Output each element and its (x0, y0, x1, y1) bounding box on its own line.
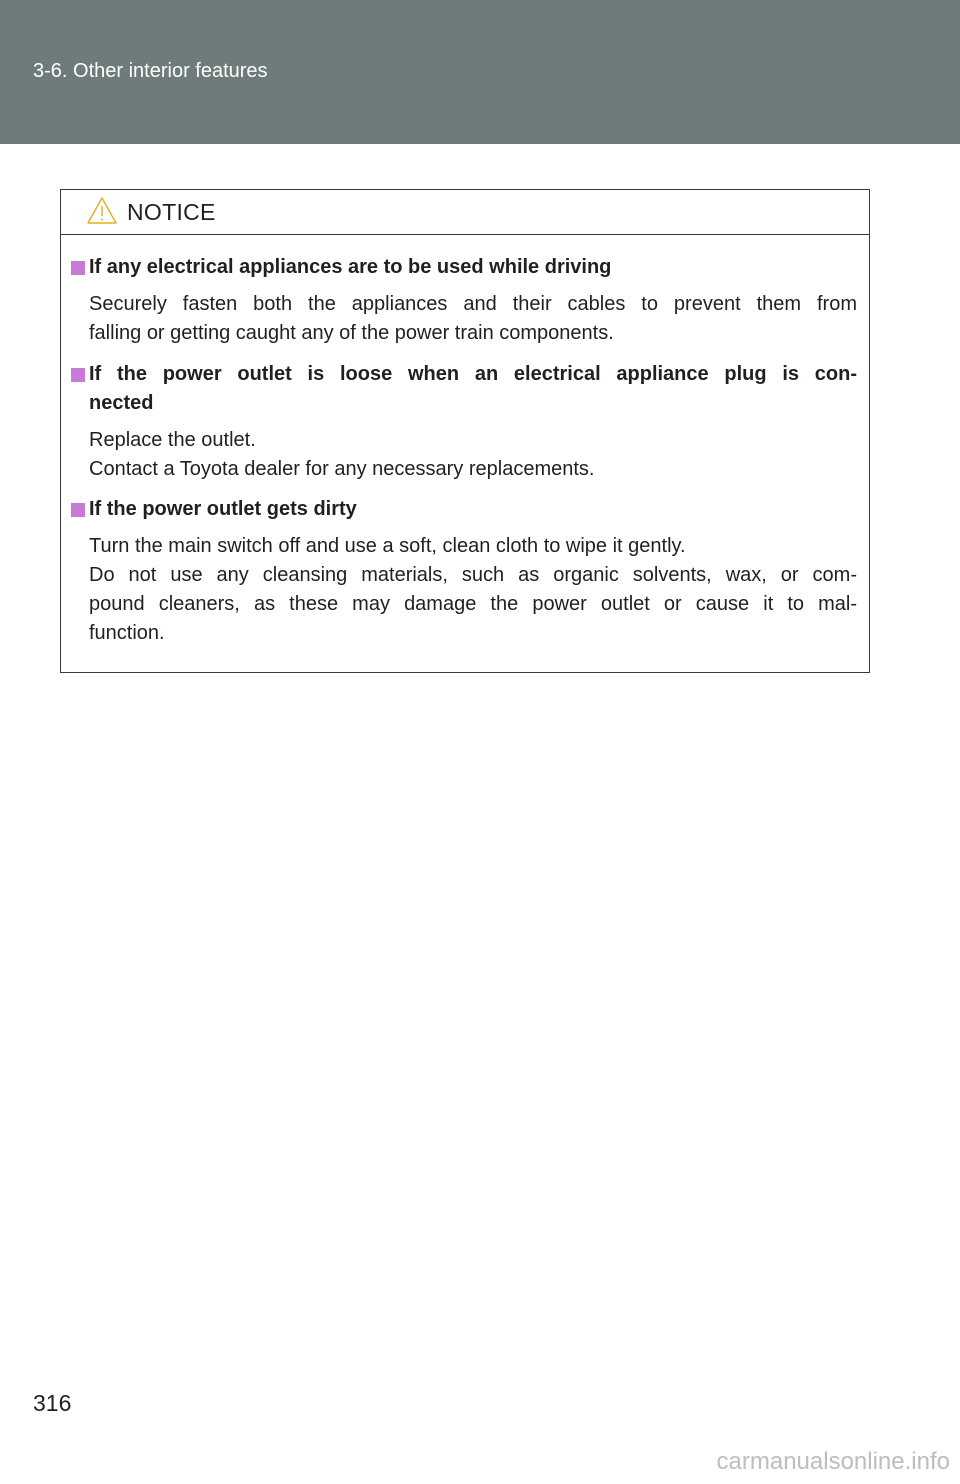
item-title: If the power outlet gets dirty (89, 498, 357, 520)
watermark: carmanualsonline.info (716, 1448, 950, 1475)
bullet-square-icon (71, 368, 85, 382)
warning-triangle-icon (86, 196, 118, 226)
notice-box (60, 189, 870, 673)
item-title: If any electrical appliances are to be used while driving (89, 256, 612, 278)
section-title: 3-6. Other interior features (33, 60, 268, 82)
bullet-square-icon (71, 261, 85, 275)
notice-header (61, 190, 869, 235)
page-number: 316 (33, 1390, 72, 1416)
item-title: If the power outlet is loose when an electrical appliance plug is con- nected (89, 363, 857, 414)
item-body: Securely fasten both the appliances and their cables to prevent them from falling or getting caught any of the power train components. (89, 293, 857, 344)
item-body: Turn the main switch off and use a soft, clean cloth to wipe it gently. Do not use any cleansing materials, such as organic solvents, wax, or com- pound cleaners, as these may damage the power outlet or cause it to mal- function. (89, 535, 857, 644)
bullet-square-icon (71, 503, 85, 517)
notice-label: NOTICE (127, 199, 216, 225)
item-body: Replace the outlet. Contact a Toyota dealer for any necessary replacements. (89, 429, 595, 480)
